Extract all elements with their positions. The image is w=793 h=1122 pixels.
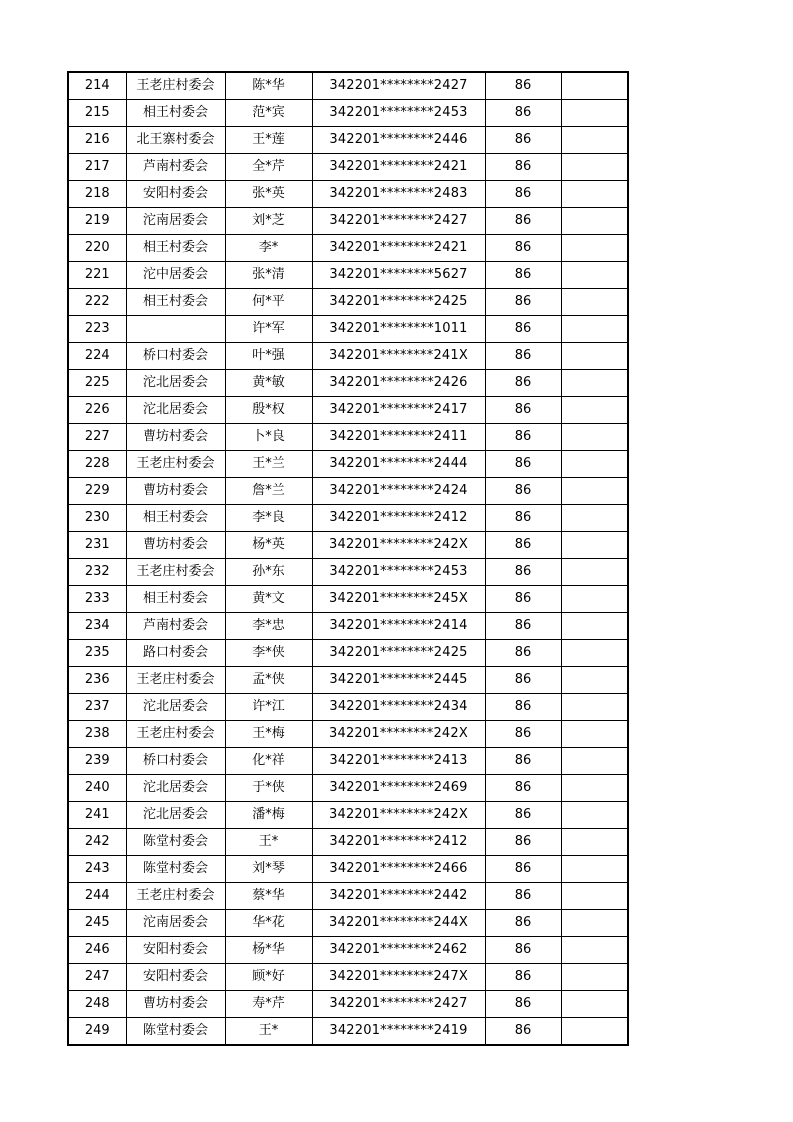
unit-cell: 曹坊村委会 xyxy=(126,532,225,559)
unit-cell: 相王村委会 xyxy=(126,100,225,127)
table-row xyxy=(68,829,628,856)
row-number-cell: 230 xyxy=(68,505,126,532)
score-cell: 86 xyxy=(485,856,561,883)
unit-cell: 曹坊村委会 xyxy=(126,991,225,1018)
score-cell: 86 xyxy=(485,127,561,154)
name-cell: 潘*梅 xyxy=(225,802,312,829)
unit-cell: 芦南村委会 xyxy=(126,154,225,181)
id-number-cell: 342201********2412 xyxy=(312,505,485,532)
row-number-cell: 247 xyxy=(68,964,126,991)
name-cell: 孟*侠 xyxy=(225,667,312,694)
score-cell: 86 xyxy=(485,802,561,829)
id-number-cell: 342201********2411 xyxy=(312,424,485,451)
row-number-cell: 236 xyxy=(68,667,126,694)
unit-cell: 沱中居委会 xyxy=(126,262,225,289)
score-cell: 86 xyxy=(485,100,561,127)
id-number-cell: 342201********2444 xyxy=(312,451,485,478)
name-cell: 王*梅 xyxy=(225,721,312,748)
table-row xyxy=(68,397,628,424)
name-cell: 李*忠 xyxy=(225,613,312,640)
score-cell: 86 xyxy=(485,289,561,316)
name-cell: 刘*琴 xyxy=(225,856,312,883)
note-cell xyxy=(561,775,628,802)
row-number-cell: 227 xyxy=(68,424,126,451)
name-cell: 王* xyxy=(225,829,312,856)
score-cell: 86 xyxy=(485,424,561,451)
note-cell xyxy=(561,154,628,181)
unit-cell: 安阳村委会 xyxy=(126,964,225,991)
row-number-cell: 232 xyxy=(68,559,126,586)
id-number-cell: 342201********2421 xyxy=(312,154,485,181)
id-number-cell: 342201********245X xyxy=(312,586,485,613)
unit-cell: 相王村委会 xyxy=(126,289,225,316)
note-cell xyxy=(561,640,628,667)
name-cell: 蔡*华 xyxy=(225,883,312,910)
name-cell: 张*清 xyxy=(225,262,312,289)
unit-cell: 安阳村委会 xyxy=(126,181,225,208)
name-cell: 全*芹 xyxy=(225,154,312,181)
note-cell xyxy=(561,586,628,613)
unit-cell: 陈堂村委会 xyxy=(126,856,225,883)
table-row xyxy=(68,748,628,775)
name-cell: 杨*英 xyxy=(225,532,312,559)
note-cell xyxy=(561,937,628,964)
id-number-cell: 342201********2421 xyxy=(312,235,485,262)
note-cell xyxy=(561,694,628,721)
row-number-cell: 241 xyxy=(68,802,126,829)
name-cell: 杨*华 xyxy=(225,937,312,964)
table-row xyxy=(68,370,628,397)
note-cell xyxy=(561,100,628,127)
note-cell xyxy=(561,748,628,775)
table-row xyxy=(68,451,628,478)
id-number-cell: 342201********241X xyxy=(312,343,485,370)
score-cell: 86 xyxy=(485,829,561,856)
table-row xyxy=(68,586,628,613)
note-cell xyxy=(561,235,628,262)
row-number-cell: 239 xyxy=(68,748,126,775)
score-cell: 86 xyxy=(485,72,561,100)
score-cell: 86 xyxy=(485,1018,561,1046)
unit-cell: 沱北居委会 xyxy=(126,802,225,829)
note-cell xyxy=(561,829,628,856)
score-cell: 86 xyxy=(485,964,561,991)
id-number-cell: 342201********2412 xyxy=(312,829,485,856)
unit-cell: 桥口村委会 xyxy=(126,343,225,370)
score-cell: 86 xyxy=(485,235,561,262)
unit-cell xyxy=(126,316,225,343)
note-cell xyxy=(561,343,628,370)
name-cell: 李* xyxy=(225,235,312,262)
row-number-cell: 242 xyxy=(68,829,126,856)
score-cell: 86 xyxy=(485,586,561,613)
note-cell xyxy=(561,1018,628,1046)
row-number-cell: 240 xyxy=(68,775,126,802)
row-number-cell: 214 xyxy=(68,72,126,100)
score-cell: 86 xyxy=(485,991,561,1018)
name-cell: 李*良 xyxy=(225,505,312,532)
score-cell: 86 xyxy=(485,640,561,667)
unit-cell: 相王村委会 xyxy=(126,235,225,262)
unit-cell: 陈堂村委会 xyxy=(126,829,225,856)
id-number-cell: 342201********2445 xyxy=(312,667,485,694)
name-cell: 殷*权 xyxy=(225,397,312,424)
table-row xyxy=(68,208,628,235)
name-cell: 叶*强 xyxy=(225,343,312,370)
name-cell: 王*莲 xyxy=(225,127,312,154)
roster-table xyxy=(67,71,629,1046)
table-row xyxy=(68,235,628,262)
note-cell xyxy=(561,208,628,235)
name-cell: 许*军 xyxy=(225,316,312,343)
unit-cell: 相王村委会 xyxy=(126,505,225,532)
score-cell: 86 xyxy=(485,910,561,937)
id-number-cell: 342201********2446 xyxy=(312,127,485,154)
row-number-cell: 231 xyxy=(68,532,126,559)
unit-cell: 沱南居委会 xyxy=(126,208,225,235)
unit-cell: 沱北居委会 xyxy=(126,370,225,397)
score-cell: 86 xyxy=(485,505,561,532)
unit-cell: 沱南居委会 xyxy=(126,910,225,937)
id-number-cell: 342201********2425 xyxy=(312,289,485,316)
note-cell xyxy=(561,424,628,451)
id-number-cell: 342201********2427 xyxy=(312,72,485,100)
score-cell: 86 xyxy=(485,559,561,586)
note-cell xyxy=(561,910,628,937)
table-row xyxy=(68,613,628,640)
id-number-cell: 342201********2425 xyxy=(312,640,485,667)
table-row xyxy=(68,1018,628,1046)
unit-cell: 王老庄村委会 xyxy=(126,72,225,100)
table-row xyxy=(68,100,628,127)
name-cell: 詹*兰 xyxy=(225,478,312,505)
note-cell xyxy=(561,316,628,343)
name-cell: 黄*敏 xyxy=(225,370,312,397)
id-number-cell: 342201********2424 xyxy=(312,478,485,505)
id-number-cell: 342201********2462 xyxy=(312,937,485,964)
score-cell: 86 xyxy=(485,316,561,343)
row-number-cell: 238 xyxy=(68,721,126,748)
unit-cell: 王老庄村委会 xyxy=(126,721,225,748)
name-cell: 张*英 xyxy=(225,181,312,208)
note-cell xyxy=(561,397,628,424)
id-number-cell: 342201********2419 xyxy=(312,1018,485,1046)
row-number-cell: 234 xyxy=(68,613,126,640)
row-number-cell: 219 xyxy=(68,208,126,235)
unit-cell: 桥口村委会 xyxy=(126,748,225,775)
table-row xyxy=(68,343,628,370)
score-cell: 86 xyxy=(485,451,561,478)
score-cell: 86 xyxy=(485,667,561,694)
table-row xyxy=(68,937,628,964)
table-row xyxy=(68,802,628,829)
note-cell xyxy=(561,181,628,208)
row-number-cell: 237 xyxy=(68,694,126,721)
score-cell: 86 xyxy=(485,370,561,397)
table-row xyxy=(68,72,628,100)
table-row xyxy=(68,559,628,586)
name-cell: 寿*芹 xyxy=(225,991,312,1018)
row-number-cell: 245 xyxy=(68,910,126,937)
row-number-cell: 228 xyxy=(68,451,126,478)
note-cell xyxy=(561,289,628,316)
table-row xyxy=(68,127,628,154)
row-number-cell: 235 xyxy=(68,640,126,667)
row-number-cell: 221 xyxy=(68,262,126,289)
row-number-cell: 222 xyxy=(68,289,126,316)
name-cell: 孙*东 xyxy=(225,559,312,586)
note-cell xyxy=(561,505,628,532)
name-cell: 黄*文 xyxy=(225,586,312,613)
id-number-cell: 342201********2469 xyxy=(312,775,485,802)
id-number-cell: 342201********5627 xyxy=(312,262,485,289)
id-number-cell: 342201********2434 xyxy=(312,694,485,721)
unit-cell: 王老庄村委会 xyxy=(126,667,225,694)
row-number-cell: 225 xyxy=(68,370,126,397)
id-number-cell: 342201********2427 xyxy=(312,208,485,235)
unit-cell: 陈堂村委会 xyxy=(126,1018,225,1046)
id-number-cell: 342201********1011 xyxy=(312,316,485,343)
row-number-cell: 215 xyxy=(68,100,126,127)
unit-cell: 沱北居委会 xyxy=(126,397,225,424)
table-row xyxy=(68,910,628,937)
id-number-cell: 342201********2453 xyxy=(312,100,485,127)
row-number-cell: 249 xyxy=(68,1018,126,1046)
table-row xyxy=(68,883,628,910)
id-number-cell: 342201********2413 xyxy=(312,748,485,775)
note-cell xyxy=(561,856,628,883)
id-number-cell: 342201********2417 xyxy=(312,397,485,424)
row-number-cell: 220 xyxy=(68,235,126,262)
score-cell: 86 xyxy=(485,694,561,721)
score-cell: 86 xyxy=(485,181,561,208)
note-cell xyxy=(561,667,628,694)
id-number-cell: 342201********2426 xyxy=(312,370,485,397)
table-row xyxy=(68,775,628,802)
row-number-cell: 218 xyxy=(68,181,126,208)
score-cell: 86 xyxy=(485,262,561,289)
id-number-cell: 342201********2483 xyxy=(312,181,485,208)
id-number-cell: 342201********244X xyxy=(312,910,485,937)
table-row xyxy=(68,262,628,289)
row-number-cell: 224 xyxy=(68,343,126,370)
name-cell: 陈*华 xyxy=(225,72,312,100)
table-row xyxy=(68,289,628,316)
score-cell: 86 xyxy=(485,208,561,235)
score-cell: 86 xyxy=(485,748,561,775)
note-cell xyxy=(561,991,628,1018)
note-cell xyxy=(561,127,628,154)
id-number-cell: 342201********242X xyxy=(312,802,485,829)
note-cell xyxy=(561,883,628,910)
unit-cell: 相王村委会 xyxy=(126,586,225,613)
score-cell: 86 xyxy=(485,343,561,370)
note-cell xyxy=(561,964,628,991)
name-cell: 刘*芝 xyxy=(225,208,312,235)
row-number-cell: 217 xyxy=(68,154,126,181)
note-cell xyxy=(561,802,628,829)
table-row xyxy=(68,532,628,559)
row-number-cell: 226 xyxy=(68,397,126,424)
table-row xyxy=(68,640,628,667)
row-number-cell: 246 xyxy=(68,937,126,964)
note-cell xyxy=(561,370,628,397)
note-cell xyxy=(561,721,628,748)
score-cell: 86 xyxy=(485,721,561,748)
score-cell: 86 xyxy=(485,613,561,640)
id-number-cell: 342201********2427 xyxy=(312,991,485,1018)
row-number-cell: 243 xyxy=(68,856,126,883)
name-cell: 许*江 xyxy=(225,694,312,721)
unit-cell: 王老庄村委会 xyxy=(126,451,225,478)
name-cell: 李*侠 xyxy=(225,640,312,667)
name-cell: 化*祥 xyxy=(225,748,312,775)
unit-cell: 路口村委会 xyxy=(126,640,225,667)
unit-cell: 北王寨村委会 xyxy=(126,127,225,154)
row-number-cell: 233 xyxy=(68,586,126,613)
table-row xyxy=(68,991,628,1018)
score-cell: 86 xyxy=(485,937,561,964)
name-cell: 华*花 xyxy=(225,910,312,937)
row-number-cell: 248 xyxy=(68,991,126,1018)
table-row xyxy=(68,856,628,883)
note-cell xyxy=(561,559,628,586)
table-row xyxy=(68,667,628,694)
roster-body xyxy=(68,72,628,1045)
note-cell xyxy=(561,451,628,478)
row-number-cell: 216 xyxy=(68,127,126,154)
id-number-cell: 342201********2466 xyxy=(312,856,485,883)
id-number-cell: 342201********242X xyxy=(312,721,485,748)
id-number-cell: 342201********247X xyxy=(312,964,485,991)
note-cell xyxy=(561,478,628,505)
table-row xyxy=(68,694,628,721)
score-cell: 86 xyxy=(485,532,561,559)
unit-cell: 芦南村委会 xyxy=(126,613,225,640)
id-number-cell: 342201********242X xyxy=(312,532,485,559)
score-cell: 86 xyxy=(485,478,561,505)
score-cell: 86 xyxy=(485,775,561,802)
note-cell xyxy=(561,72,628,100)
table-row xyxy=(68,478,628,505)
table-row xyxy=(68,154,628,181)
unit-cell: 王老庄村委会 xyxy=(126,883,225,910)
name-cell: 顾*好 xyxy=(225,964,312,991)
row-number-cell: 244 xyxy=(68,883,126,910)
name-cell: 王* xyxy=(225,1018,312,1046)
name-cell: 何*平 xyxy=(225,289,312,316)
table-row xyxy=(68,505,628,532)
table-row xyxy=(68,424,628,451)
note-cell xyxy=(561,613,628,640)
unit-cell: 曹坊村委会 xyxy=(126,424,225,451)
unit-cell: 曹坊村委会 xyxy=(126,478,225,505)
row-number-cell: 223 xyxy=(68,316,126,343)
score-cell: 86 xyxy=(485,397,561,424)
name-cell: 王*兰 xyxy=(225,451,312,478)
table-row xyxy=(68,181,628,208)
unit-cell: 沱北居委会 xyxy=(126,775,225,802)
unit-cell: 沱北居委会 xyxy=(126,694,225,721)
table-row xyxy=(68,964,628,991)
unit-cell: 安阳村委会 xyxy=(126,937,225,964)
id-number-cell: 342201********2414 xyxy=(312,613,485,640)
score-cell: 86 xyxy=(485,154,561,181)
name-cell: 于*侠 xyxy=(225,775,312,802)
id-number-cell: 342201********2442 xyxy=(312,883,485,910)
table-row xyxy=(68,316,628,343)
table-row xyxy=(68,721,628,748)
unit-cell: 王老庄村委会 xyxy=(126,559,225,586)
score-cell: 86 xyxy=(485,883,561,910)
id-number-cell: 342201********2453 xyxy=(312,559,485,586)
name-cell: 范*宾 xyxy=(225,100,312,127)
name-cell: 卜*良 xyxy=(225,424,312,451)
note-cell xyxy=(561,262,628,289)
note-cell xyxy=(561,532,628,559)
row-number-cell: 229 xyxy=(68,478,126,505)
